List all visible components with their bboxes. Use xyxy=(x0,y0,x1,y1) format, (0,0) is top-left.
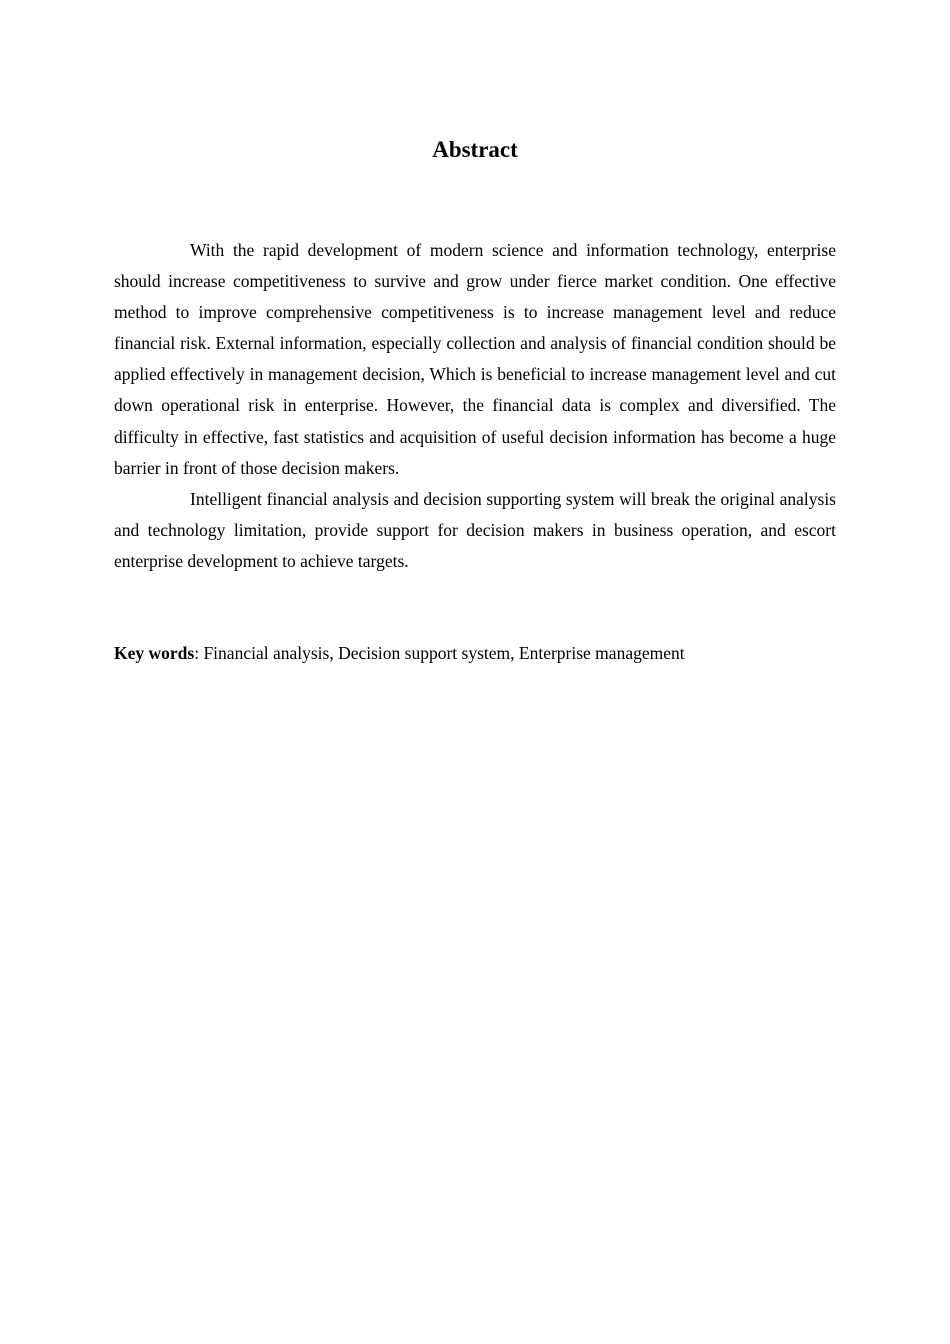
keywords-separator: : xyxy=(194,643,204,663)
keywords-label: Key words xyxy=(114,643,195,663)
abstract-body xyxy=(114,235,836,577)
page-title: Abstract xyxy=(432,137,518,162)
abstract-paragraph-1: With the rapid development of modern science and information technology, enterprise should increase competitiveness to survive and grow under fierce market condition. One effective method to improve comprehensive competitiveness is to increase management level and reduce financial risk. External information, especially collection and analysis of financial condition should be applied effectively in management decision, Which is beneficial to increase management level and cut down operational risk in enterprise. However, the financial data is complex and diversified. The difficulty in effective, fast statistics and acquisition of useful decision information has become a huge barrier in front of those decision makers. xyxy=(114,240,836,478)
keywords-line xyxy=(114,638,836,669)
keywords-value: Financial analysis, Decision support system, Enterprise management xyxy=(203,643,685,663)
abstract-paragraph-2: Intelligent financial analysis and decision supporting system will break the original analysis and technology limitation, provide support for decision makers in business operation, and escort enterprise development to achieve targets. xyxy=(114,488,836,571)
